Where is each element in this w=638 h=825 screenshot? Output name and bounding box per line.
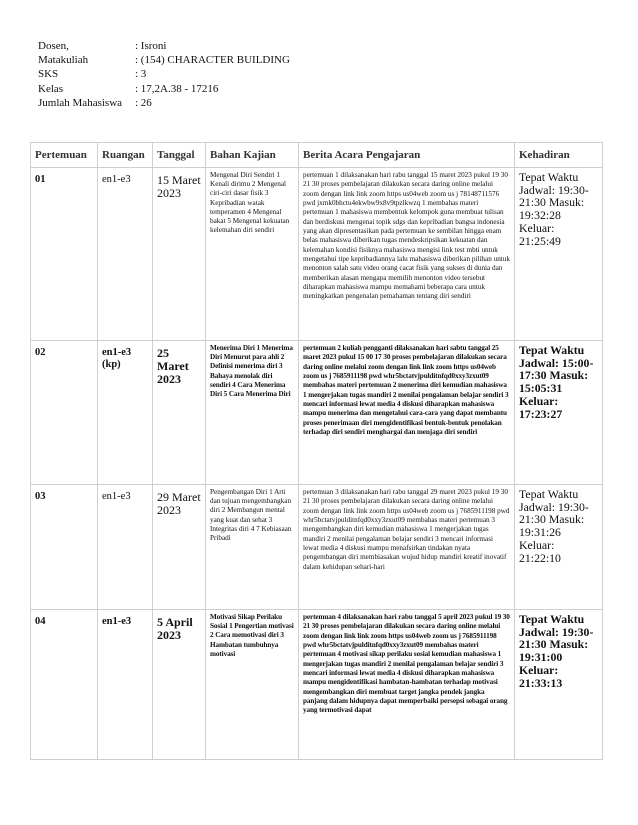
cell-pertemuan: 04 [31, 610, 98, 760]
info-label: Matakuliah [38, 54, 89, 67]
cell-tanggal: 29 Maret 2023 [153, 485, 206, 610]
col-header-tanggal: Tanggal [153, 143, 206, 168]
cell-bahan-kajian: Mengenal Diri Sendiri 1 Kenali dirimu 2 Mengenal ciri-ciri dasar fisik 3 Kepribadian watak temperamen 4 Mengenal bakat 5 Mengenal kekuatan kelemahan diri sendiri [206, 168, 299, 341]
col-header-bahan-kajian: Bahan Kajian [206, 143, 299, 168]
cell-kehadiran: Tepat Waktu Jadwal: 19:30-21:30 Masuk: 19:32:28 Keluar: 21:25:49 [515, 168, 603, 341]
cell-bahan-kajian: Menerima Diri 1 Menerima Diri Menurut para ahli 2 Definisi menerima diri 3 Bahaya menolak diri sendiri 4 Cara Menerima Diri 5 Cara Menerima Diri [206, 341, 299, 485]
cell-ruangan: en1-e3 [98, 485, 153, 610]
cell-ruangan: en1-e3 [98, 610, 153, 760]
cell-bahan-kajian: Motivasi Sikap Perilaku Sosial 1 Pengertian motivasi 2 Cara memotivasi diri 3 Hambatan tumbuhnya motivasi [206, 610, 299, 760]
info-value: : Isroni [135, 40, 167, 52]
table-row [31, 168, 603, 341]
cell-berita-acara: pertemuan 1 dilaksanakan hari rabu tanggal 15 maret 2023 pukul 19 30 21 30 proses pembelajaran dilakukan secara daring online melalui zoom dengan link link zoom https us04web zoom us j 78148711576 pwd jxmk0bhctu4ekwbw9x8v9tpzlkwzq 1 membahas materi pertemuan 1 mahasiswa membentuk kelompok guna membuat tulisan dan berdiskusi mengenai topik sdgs dan kepribadian bangsa indonesia yang akan dipresentasikan pada pertemuan ke sembilan hingga enam belas mahasiswa diberikan tugas mendeskripsikan kekuatan dan kelemahan kondisi fisiknya mahasiswa mengisi link test mbti untuk mengetahui tipe kepribadiannya lalu mahasiswa diberikan pilihan untuk menonton salah satu video orang cacat fisik yang sukses di dunia dan memberikan alasan mengapa memilih menonton video tersebut diharapkan mahasiswa mampu memahami beberapa cara untuk meningkatkan pengenalan pemahaman tentang diri sendiri [299, 168, 515, 341]
info-row-kelas [38, 82, 290, 96]
info-label: Dosen, [38, 40, 69, 52]
cell-tanggal: 5 April 2023 [153, 610, 206, 760]
info-label: Kelas [38, 82, 64, 95]
course-info-header [38, 39, 290, 110]
cell-pertemuan: 03 [31, 485, 98, 610]
cell-tanggal: 25 Maret 2023 [153, 341, 206, 485]
cell-ruangan: en1-e3 [98, 168, 153, 341]
info-value: : 3 [135, 68, 147, 81]
info-row-matakuliah [38, 53, 290, 67]
cell-ruangan: en1-e3 (kp) [98, 341, 153, 485]
cell-berita-acara: pertemuan 3 dilaksanakan hari rabu tanggal 29 maret 2023 pukul 19 30 21 30 proses pembelajaran dilakukan secara daring online melalui zoom dengan link link zoom https us04web zoom us j 7685911198 pwd whr5bctatvjpulditnfqd0xxy3zxut09 membahas materi pertemuan 3 mengembangkan diri kemudian mahasiswa 1 mengerjakan tugas mandiri 2 menilai pengalaman belajar sendiri 3 mencari informasi lewat media 4 diskusi mampu menafsirkan tindakan nyata pengembangan diri membiasakan wujud hidup mandiri kreatif inovatif dalam kehidupan sehari-hari [299, 485, 515, 610]
cell-pertemuan: 02 [31, 341, 98, 485]
attendance-table [30, 142, 603, 760]
cell-kehadiran: Tepat Waktu Jadwal: 15:00-17:30 Masuk: 15:05:31 Keluar: 17:23:27 [515, 341, 603, 485]
cell-berita-acara: pertemuan 4 dilaksanakan hari rabu tanggal 5 april 2023 pukul 19 30 21 30 proses pembelajaran dilakukan secara daring online melalui zoom dengan link link zoom https us04web zoom us j 7685911198 pwd whr5bctatvjpulditnfqd0xxy3zxut09 membahas materi pertemuan 4 motivasi sikap perilaku sosial kemudian mahasiswa 1 mengerjakan tugas mandiri 2 menilai pengalaman belajar sendiri 3 mencari informasi lewat media 4 diskusi diharapkan mahasiswa mampu mengidentifikasi hambatan-hambatan terhadap motivasi mengembangkan diri membuat target jangka pendek jangka panjang dalam hidupnya dapat memperbaiki persepsi sebagai orang yang termotivasi dapat [299, 610, 515, 760]
info-label: Jumlah Mahasiswa [38, 96, 123, 109]
cell-pertemuan: 01 [31, 168, 98, 341]
info-row-sks [38, 67, 290, 81]
col-header-pertemuan: Pertemuan [31, 143, 98, 168]
table-header-row [31, 143, 603, 168]
info-row-dosen [38, 39, 290, 53]
info-value: : 17,2A.38 - 17216 [135, 82, 219, 95]
info-row-jumlah-mahasiswa [38, 96, 290, 110]
table-row [31, 610, 603, 760]
col-header-ruangan: Ruangan [98, 143, 153, 168]
col-header-kehadiran: Kehadiran [515, 143, 603, 168]
cell-kehadiran: Tepat Waktu Jadwal: 19:30-21:30 Masuk: 19:31:00 Keluar: 21:33:13 [515, 610, 603, 760]
info-label: SKS [38, 68, 59, 81]
cell-bahan-kajian: Pengembangan Diri 1 Arti dan tujuan mengembangkan diri 2 Membangun mental yang kuat dan sehat 3 Integritas diri 4 7 Kebiasaan Pribadi [206, 485, 299, 610]
cell-tanggal: 15 Maret 2023 [153, 168, 206, 341]
cell-kehadiran: Tepat Waktu Jadwal: 19:30-21:30 Masuk: 19:31:26 Keluar: 21:22:10 [515, 485, 603, 610]
cell-berita-acara: pertemuan 2 kuliah pengganti dilaksanakan hari sabtu tanggal 25 maret 2023 pukul 15 00 17 30 proses pembelajaran dilakukan secara daring online melalui zoom dengan link link zoom https us04web zoom us j 7685911198 pwd whr5bctatvjpulditnfqd0xxy3zxut09 membahas materi pertemuan 2 menerima diri kemudian mahasiswa 1 mengerjakan tugas mandiri 2 menilai pengalaman belajar sendiri 3 mencari informasi lewat media 4 diskusi diharapkan mahasiswa mampu menerima dan mengetahui cara-cara yang dapat membantu proses penerimaan diri mengidentifikasi bentuk-bentuk penolakan terhadap diri sendiri menghargai dan menjaga diri sendiri [299, 341, 515, 485]
info-value: : (154) CHARACTER BUILDING [135, 54, 290, 67]
col-header-berita-acara: Berita Acara Pengajaran [299, 143, 515, 168]
table-row [31, 341, 603, 485]
table-row [31, 485, 603, 610]
info-value: : 26 [135, 96, 152, 109]
